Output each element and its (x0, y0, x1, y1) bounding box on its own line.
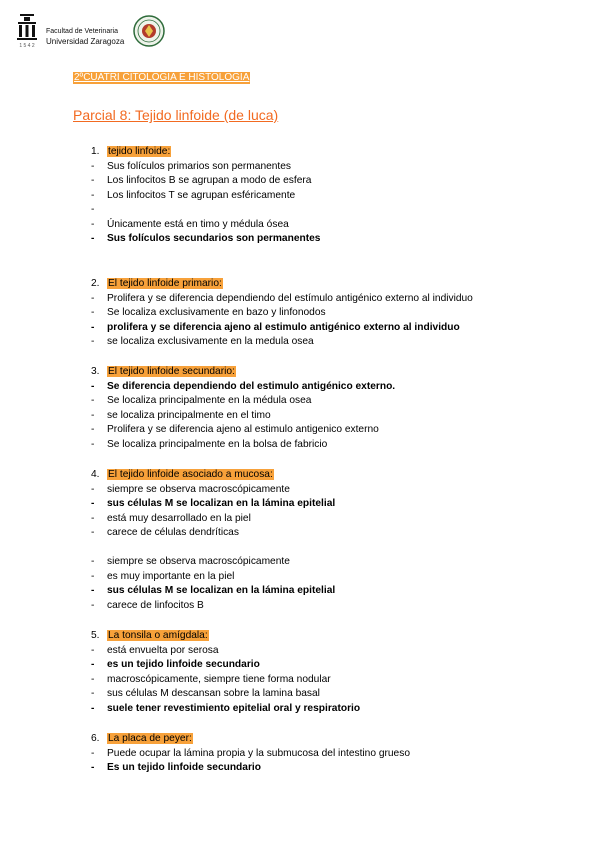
question-text: El tejido linfoide primario: (108, 278, 222, 289)
answer-option: - Sus folículos primarios son permanentes (91, 160, 292, 172)
answer-option: - carece de linfocitos B (91, 599, 204, 611)
answer-option: - Se localiza principalmente en la bolsa de fabricio (91, 438, 328, 450)
question-text: La placa de peyer: (108, 733, 192, 744)
answer-option: - Los linfocitos T se agrupan esféricamente (91, 189, 296, 201)
question-number: 1. (91, 146, 100, 157)
answer-option: - Prolifera y se diferencia ajeno al estimulo antigenico externo (91, 424, 379, 435)
correct-answer-option: - Se diferencia dependiendo del estimulo antigénico externo. (91, 380, 396, 392)
answer-text: Sus folículos primarios son permanentes (107, 160, 292, 172)
question-heading (91, 732, 410, 747)
question-text: El tejido linfoide asociado a mucosa: (108, 469, 273, 480)
answer-option: - (91, 204, 95, 215)
question-heading (91, 365, 395, 380)
answer-option: - siempre se observa macroscópicamente (91, 483, 290, 495)
question-heading (91, 468, 335, 483)
answer-option: - Los linfocitos B se agrupan a modo de esfera (91, 175, 312, 186)
answer-text: Sus folículos secundarios son permanentes (107, 233, 321, 244)
question-number: 3. (91, 366, 100, 377)
question-text: El tejido linfoide secundario: (108, 366, 235, 377)
answer-option: - macroscópicamente, siempre tiene forma nodular (91, 673, 331, 685)
question-heading (91, 277, 473, 292)
answer-text: Únicamente está en timo y médula ósea (107, 218, 289, 230)
answer-text: Los linfocitos T se agrupan esféricamente (107, 189, 296, 201)
answer-text: Se diferencia dependiendo del estimulo antigénico externo. (107, 380, 396, 392)
correct-answer-option: - sus células M se localizan en la lámina epitelial (91, 585, 336, 596)
question-number: 2. (91, 278, 100, 289)
question-text: La tonsila o amígdala: (108, 630, 208, 641)
answer-option: - está envuelta por serosa (91, 644, 219, 656)
course-label: 2ºCUATRI CITOLOGIA E HISTOLOGIA (74, 72, 250, 83)
answer-text: sus células M se localizan en la lámina epitelial (107, 498, 336, 509)
answer-text: carece de linfocitos B (107, 599, 204, 611)
answer-option: - Prolifera y se diferencia dependiendo del estímulo antigénico externo al individuo (91, 292, 473, 304)
answer-text: carece de células dendríticas (107, 527, 239, 538)
answer-text: se localiza exclusivamente en la medula osea (107, 336, 314, 347)
correct-answer-option: - Es un tejido linfoide secundario (91, 762, 261, 773)
answer-option: - carece de células dendríticas (91, 527, 239, 538)
correct-answer-option: - Sus folículos secundarios son permanentes (91, 233, 321, 244)
correct-answer-option: - sus células M se localizan en la lámina epitelial (91, 498, 336, 509)
answer-text: está muy desarrollado en la piel (107, 512, 251, 524)
svg-text:1 5 4 2: 1 5 4 2 (19, 43, 35, 49)
answer-option: - está muy desarrollado en la piel (91, 512, 251, 524)
answer-text: siempre se observa macroscópicamente (107, 483, 290, 495)
faculty-seal-icon (133, 15, 165, 47)
answer-text: Se localiza principalmente en la médula osea (107, 395, 312, 406)
answer-option: - Únicamente está en timo y médula ósea (91, 218, 289, 230)
answer-text: sus células M se localizan en la lámina epitelial (107, 585, 336, 596)
faculty-name: Facultad de Veterinaria (46, 28, 118, 35)
answer-option: - Se localiza principalmente en la médula osea (91, 395, 312, 406)
answer-option: - siempre se observa macroscópicamente (91, 556, 290, 567)
page-title: Parcial 8: Tejido linfoide (de luca) (73, 107, 279, 123)
answer-option: - se localiza exclusivamente en la medula osea (91, 336, 314, 347)
question-number: 6. (91, 733, 100, 744)
question-3 (91, 365, 395, 452)
answer-text: Los linfocitos B se agrupan a modo de esfera (107, 175, 312, 186)
answer-option: - sus células M descansan sobre la lamina basal (91, 688, 320, 699)
answer-text: siempre se observa macroscópicamente (107, 556, 290, 567)
question-text: tejido linfoide: (108, 146, 171, 157)
answer-option: - se localiza principalmente en el timo (91, 409, 271, 421)
answer-option: - Puede ocupar la lámina propia y la submucosa del intestino grueso (91, 747, 410, 759)
correct-answer-option: - es un tejido linfoide secundario (91, 659, 260, 670)
correct-answer-option: - prolifera y se diferencia ajeno al estimulo antigénico externo al individuo (91, 321, 460, 333)
answer-text: prolifera y se diferencia ajeno al estimulo antigénico externo al individuo (107, 321, 460, 333)
question-4 (91, 468, 335, 613)
answer-text: suele tener revestimiento epitelial oral y respiratorio (107, 702, 361, 714)
question-heading (91, 145, 320, 160)
answer-text: Se localiza principalmente en la bolsa de fabricio (107, 438, 328, 450)
question-2 (91, 277, 473, 350)
question-number: 4. (91, 469, 100, 480)
university-label: Universidad Zaragoza (46, 37, 125, 46)
answer-text: Se localiza exclusivamente en bazo y linfonodos (107, 307, 326, 318)
answer-text: macroscópicamente, siempre tiene forma nodular (107, 673, 331, 685)
answer-text: Es un tejido linfoide secundario (107, 762, 261, 773)
answer-option: - Se localiza exclusivamente en bazo y linfonodos (91, 307, 326, 318)
question-1 (91, 145, 320, 247)
answer-text: Prolifera y se diferencia dependiendo del estímulo antigénico externo al individuo (107, 292, 473, 304)
university-header (16, 13, 124, 53)
answer-text: sus células M descansan sobre la lamina basal (107, 688, 320, 699)
question-number: 5. (91, 630, 100, 641)
question-5 (91, 629, 360, 716)
answer-text: está envuelta por serosa (107, 644, 219, 656)
university-logo-icon (16, 13, 38, 49)
question-6 (91, 732, 410, 776)
answer-text: Prolifera y se diferencia ajeno al estimulo antigenico externo (107, 424, 379, 435)
answer-text: Puede ocupar la lámina propia y la submucosa del intestino grueso (107, 747, 410, 759)
answer-text: es muy importante en la piel (107, 570, 235, 582)
answer-option: - es muy importante en la piel (91, 570, 235, 582)
question-heading (91, 629, 360, 644)
university-name (46, 27, 124, 47)
answer-text: se localiza principalmente en el timo (107, 409, 271, 421)
correct-answer-option: - suele tener revestimiento epitelial oral y respiratorio (91, 702, 361, 714)
answer-text: es un tejido linfoide secundario (107, 659, 260, 670)
